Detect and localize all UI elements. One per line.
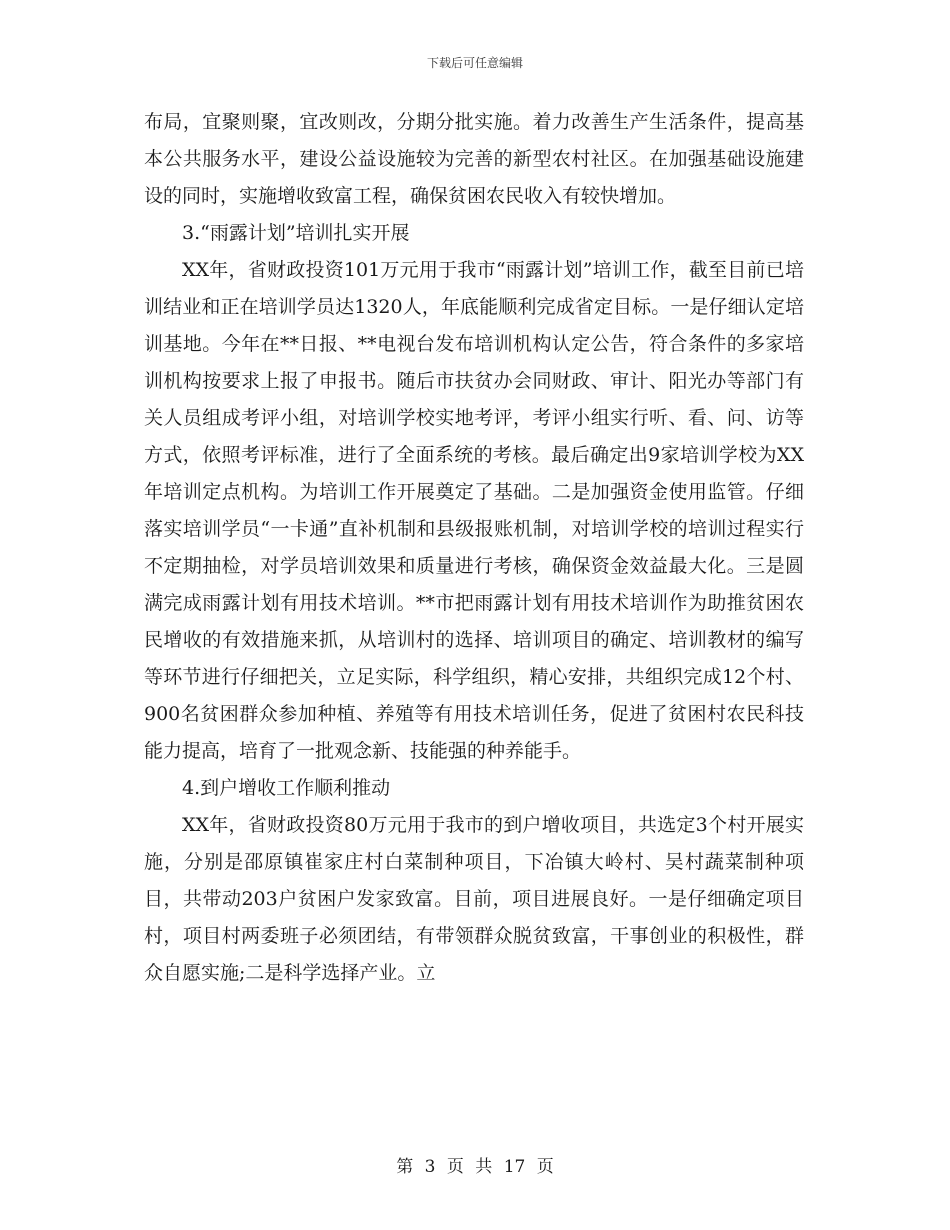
paragraph-continuation: 布局，宜聚则聚，宜改则改，分期分批实施。着力改善生产生活条件，提高基本公共服务水平，建设公益设施较为完善的新型农村社区。在加强基础设施建设的同时，实施增收致富工程，确保贫困农民收入有较快增加。: [144, 111, 804, 207]
page-header: 下载后可任意编辑: [426, 56, 523, 70]
paragraph-yulu-plan: XX年，省财政投资101万元用于我市“雨露计划”培训工作，截至目前已培训结业和正在培训学员达1320人，年底能顺利完成省定目标。一是仔细认定培训基地。今年在**日报、**电视台发布培训机构认定公告，符合条件的多家培训机构按要求上报了申报书。随后市扶贫办会同财政、审计、阳光办等部门有关人员组成考评小组，对培训学校实地考评，考评小组实行听、看、问、访等方式，依照考评标准，进行了全面系统的考核。最后确定出9家培训学校为XX年培训定点机构。为培训工作开展奠定了基础。二是加强资金使用监管。仔细落实培训学员“一卡通”直补机制和县级报账机制，对培训学校的培训过程实行不定期抽检，对学员培训效果和质量进行考核，确保资金效益最大化。三是圆满完成雨露计划有用技术培训。**市把雨露计划有用技术培训作为助推贫困农民增收的有效措施来抓，从培训村的选择、培训项目的确定、培训教材的编写等环节进行仔细把关，立足实际，科学组织，精心安排，共组织完成12个村、900名贫困群众参加种植、养殖等有用技术培训任务，促进了贫困村农民科技能力提高，培育了一批观念新、技能强的种养能手。: [144, 259, 804, 762]
section-heading-3: 3.“雨露计划”培训扎实开展: [182, 222, 410, 244]
section-heading-4: 4.到户增收工作顺利推动: [182, 777, 391, 799]
paragraph-household-income: XX年，省财政投资80万元用于我市的到户增收项目，共选定3个村开展实施，分别是邵原镇崔家庄村白菜制种项目，下冶镇大岭村、吴村蔬菜制种项目，共带动203户贫困户发家致富。目前，项目进展良好。一是仔细确定项目村，项目村两委班子必须团结，有带领群众脱贫致富，干事创业的积极性，群众自愿实施;二是科学选择产业。立: [144, 814, 804, 984]
page-footer: 第 3 页 共 17 页: [396, 1157, 554, 1177]
document-body: [144, 104, 804, 992]
